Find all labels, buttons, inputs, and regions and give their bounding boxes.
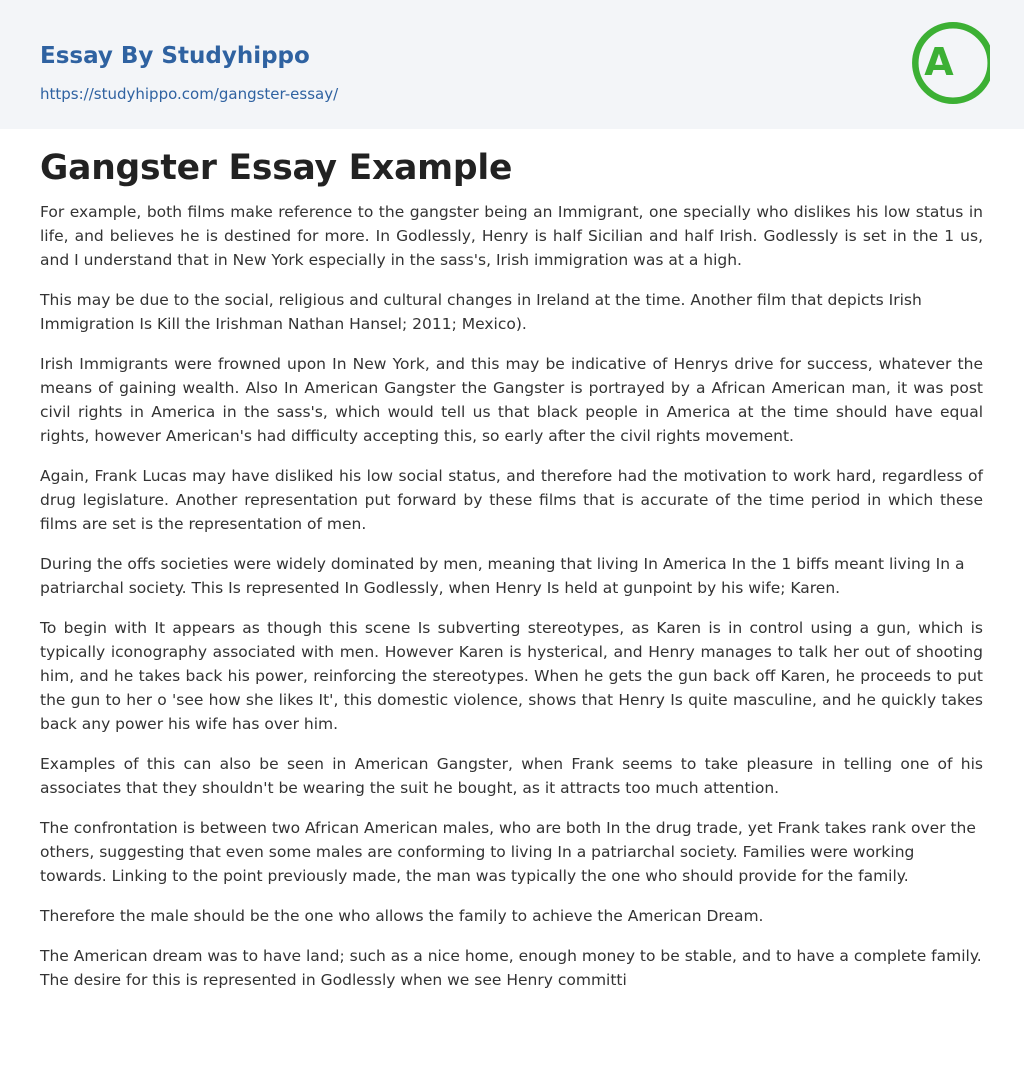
essay-paragraph: Therefore the male should be the one who allows the family to achieve the American Dream. [40,907,764,925]
essay-paragraph: During the offs societies were widely dominated by men, meaning that living In America In the 1 biffs meant living In a patriarchal society. This Is represented In Godlessly, when Henry Is held at gunpoint by his wife; Karen. [40,555,965,597]
source-url-link[interactable]: https://studyhippo.com/gangster-essay/ [40,85,339,103]
brand-title: Essay By Studyhippo [40,43,310,69]
essay-paragraph: To begin with It appears as though this scene Is subverting stereotypes, as Karen is in control using a gun, which is typically iconography associated with men. However Karen is hysterical, and Henry manages to talk her out of shooting him, and he takes back his power, reinforcing the stereotypes. When he gets the gun back off Karen, he proceeds to put the gun to her o 'see how she likes It', this domestic violence, shows that Henry Is quite masculine, and he quickly takes back any power his wife has over him. [40,619,983,733]
essay-paragraph: For example, both films make reference to the gangster being an Immigrant, one specially who dislikes his low status in life, and believes he is destined for more. In Godlessly, Henry is half Sicilian and half Irish. Godlessly is set in the 1 us, and I understand that in New York especially in the sass's, Irish immigration was at a high. [40,203,983,269]
essay-paragraph: Again, Frank Lucas may have disliked his low social status, and therefore had the motivation to work hard, regardless of drug legislature. Another representation put forward by these films that is accurate of the time period in which these films are set is the representation of men. [40,467,983,533]
essay-content [40,146,983,1008]
site-header [0,0,1024,129]
essay-body [40,200,983,992]
essay-paragraph: The confrontation is between two African American males, who are both In the drug trade, yet Frank takes rank over the others, suggesting that even some males are conforming to living In a patriarchal society. Families were working towards. Linking to the point previously made, the man was typically the one who should provide for the family. [40,819,976,885]
essay-paragraph: Examples of this can also be seen in American Gangster, when Frank seems to take pleasure in telling one of his associates that they shouldn't be wearing the suit he bought, as it attracts too much attention. [40,755,983,797]
essay-paragraph: Irish Immigrants were frowned upon In New York, and this may be indicative of Henrys drive for success, whatever the means of gaining wealth. Also In American Gangster the Gangster is portrayed by a African American man, it was post civil rights in America in the sass's, which would tell us that black people in America at the time should have equal rights, however American's had difficulty accepting this, so early after the civil rights movement. [40,355,983,445]
essay-paragraph: The American dream was to have land; such as a nice home, enough money to be stable, and to have a complete family. The desire for this is represented in Godlessly when we see Henry committi [40,947,982,989]
logo-letter: A [924,40,954,84]
essay-paragraph: This may be due to the social, religious and cultural changes in Ireland at the time. Another film that depicts Irish Immigration Is Kill the Irishman Nathan Hansel; 2011; Mexico). [40,291,922,333]
page-title: Gangster Essay Example [40,148,513,188]
studyhippo-logo-icon [906,18,990,108]
